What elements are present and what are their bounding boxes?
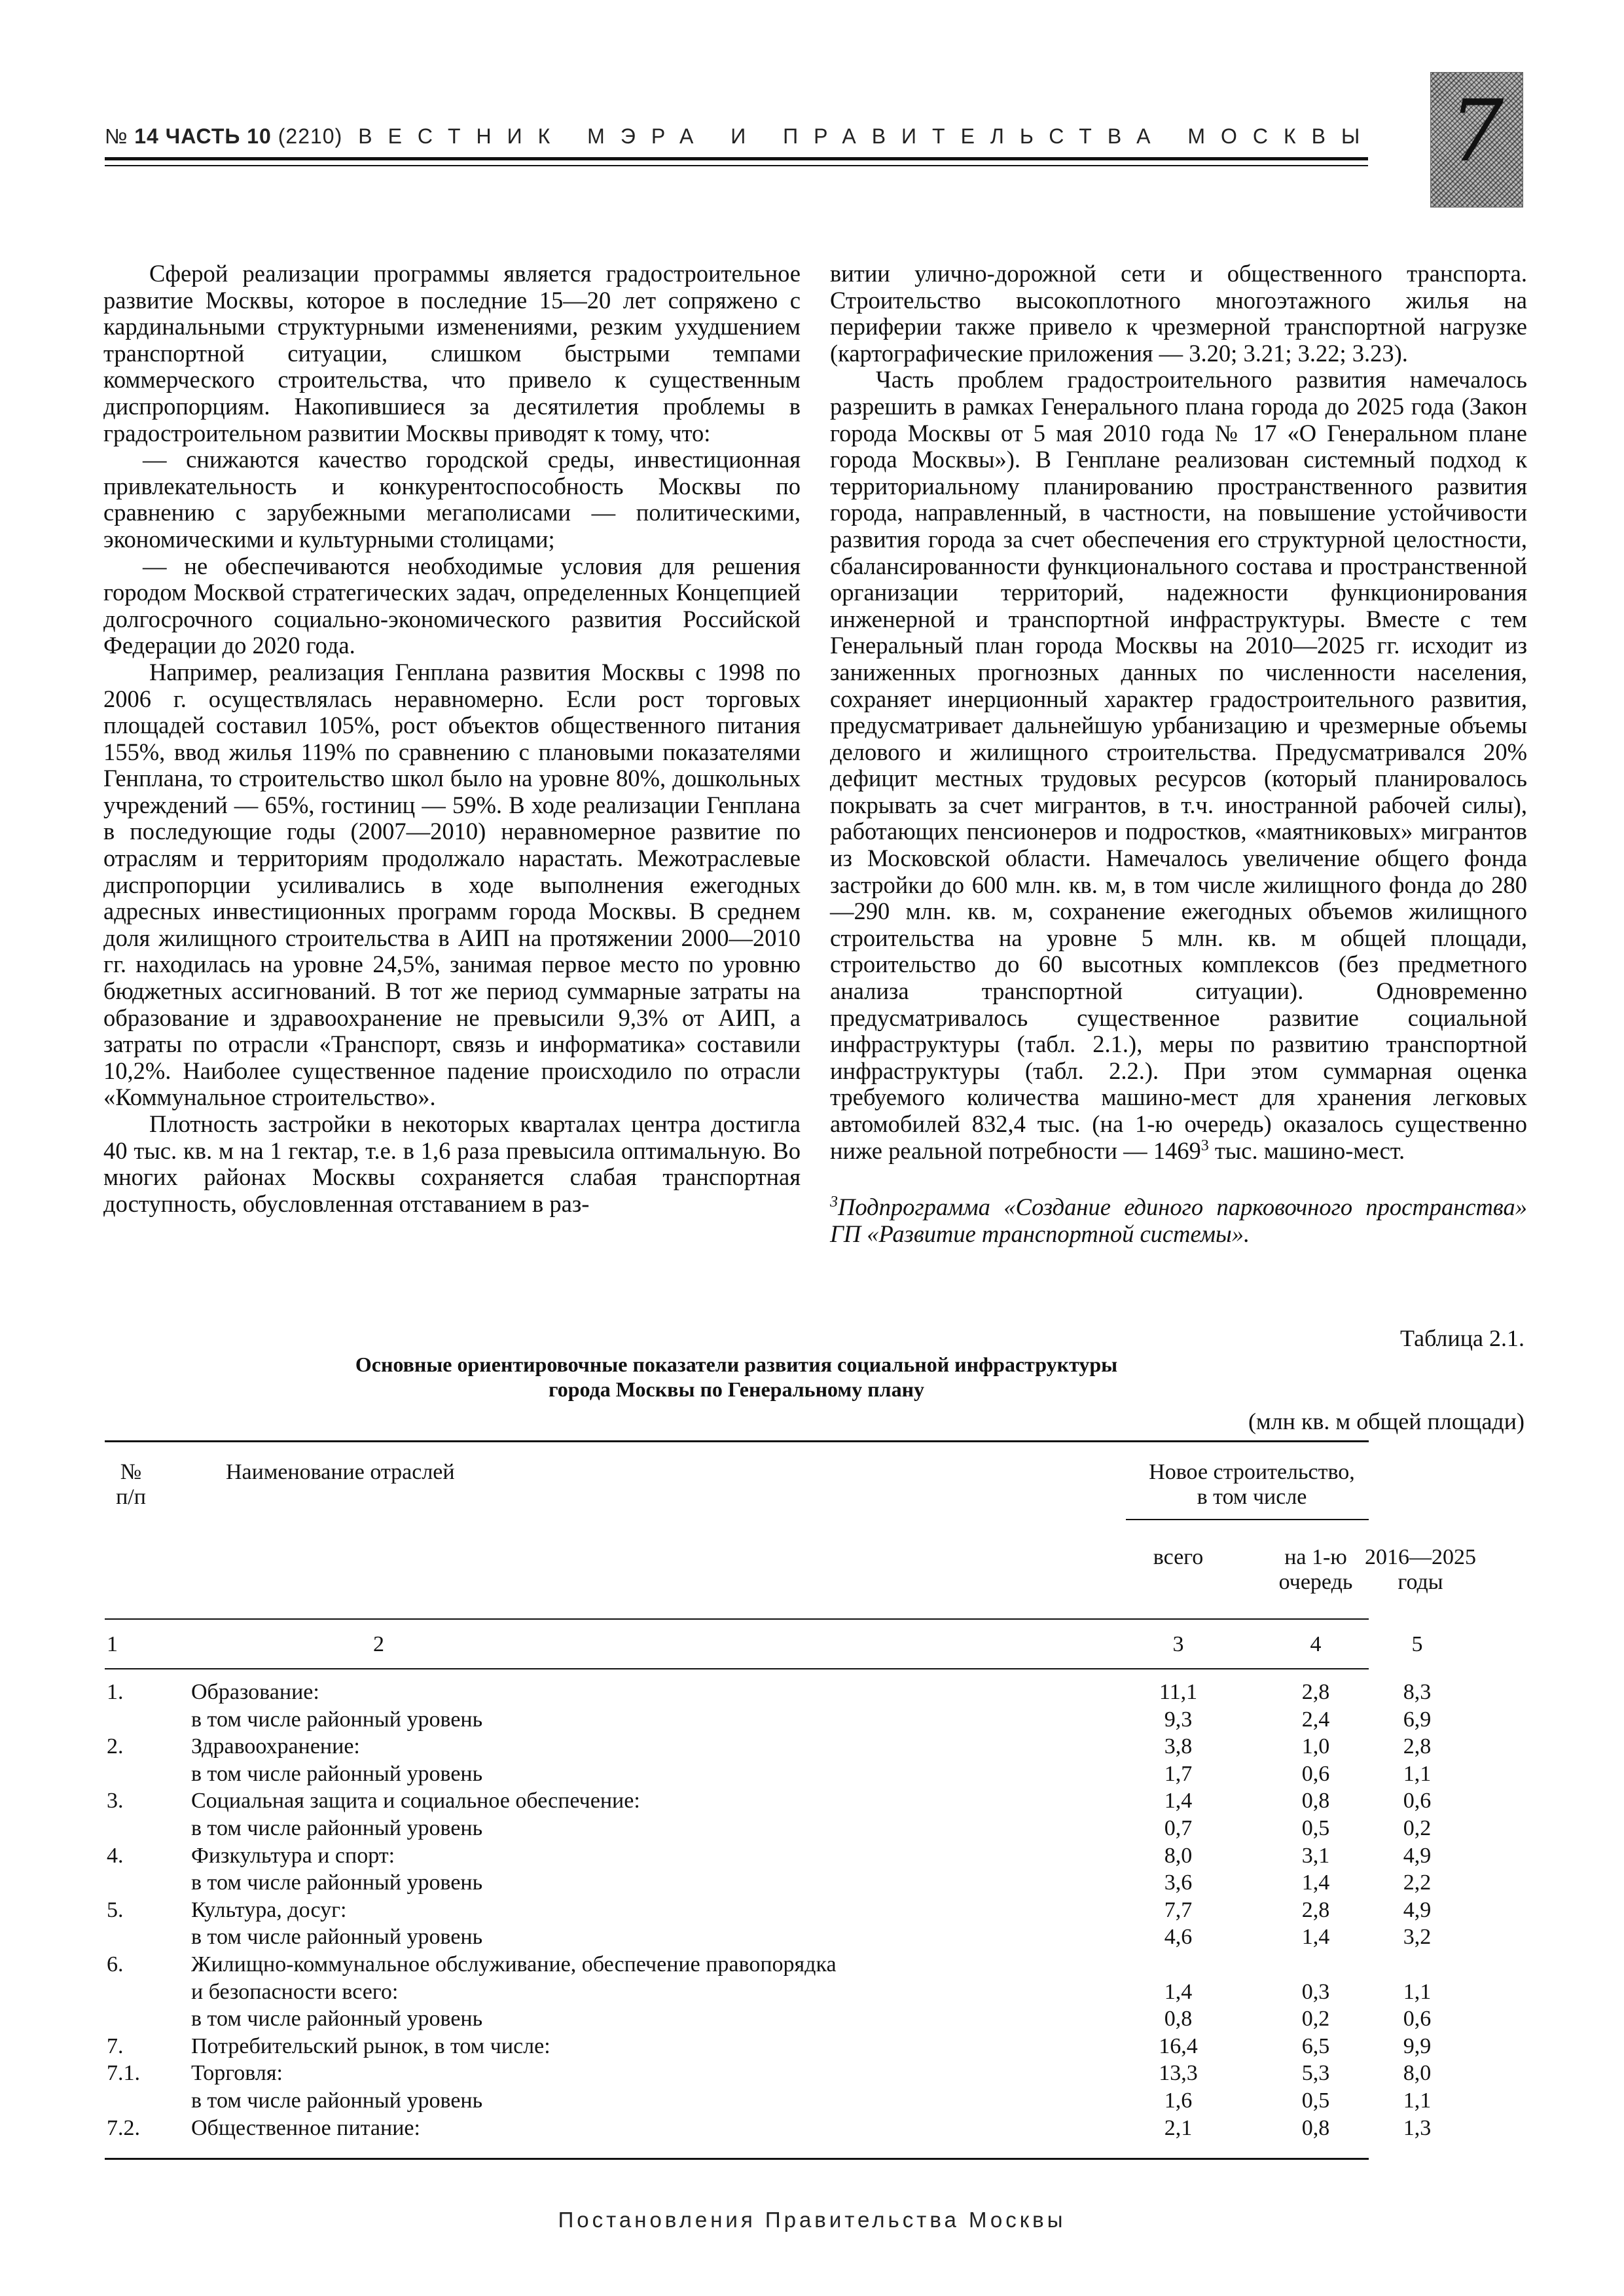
row-first-stage: 2,4 (1301, 1707, 1330, 1732)
table-unit: (млн кв. м общей площади) (1248, 1408, 1525, 1434)
row-later: 1,3 (1403, 2116, 1432, 2140)
col-index-1: 1 (107, 1632, 118, 1656)
row-later: 0,6 (1403, 1789, 1432, 1813)
footnote: $^3$Подпрограмма «Создание единого парковочного пространства» ГП «Развитие транспортной системы». (830, 1194, 1527, 1247)
row-number: 5. (107, 1898, 124, 1922)
page-number: 7 (1449, 81, 1504, 181)
table-bottom-rule (105, 2158, 1369, 2160)
row-total: 1,4 (1164, 1980, 1193, 2004)
magazine-title: ВЕСТНИК МЭРА И ПРАВИТЕЛЬСТВА МОСКВЫ (358, 124, 1376, 148)
paragraph: Например, реализация Генплана развития Москвы с 1998 по 2006 г. осуществлялась неравномерно. Если рост торговых площадей составил 105%, рост объектов общественного питания 155%, ввод жилья 119% по сравнению с плановыми показателями Генплана, то строительство школ было на уровне 80%, дошкольных учреждений — 65%, гостиниц — 59%. В ходе реализации Генплана в последующие годы (2007—2010) неравномерное развитие по отраслям и территориям продолжало нарастать. Межотраслевые диспропорции усиливались в ходе выполнения ежегодных адресных инвестиционных программ города Москвы. В среднем доля жилищного строительства в АИП на протяжении 2000—2010 гг. находилась на уровне 24,5%, занимая первое место по уровню бюджетных ассигнований. В тот же период суммарные затраты на образование и здравоохранение не превысили 9,3% от АИП, а затраты по отрасли «Транспорт, связь и информатика» составили 10,2%. Наиболее существенное падение происходило по отрасли «Коммунальное строительство». (103, 658, 801, 1111)
left-column (103, 261, 801, 1217)
col-index-5: 5 (1411, 1632, 1423, 1656)
row-name: Социальная защита и социальное обеспечение: (191, 1789, 640, 1813)
row-total: 3,6 (1164, 1870, 1193, 1895)
row-name: в том числе районный уровень (191, 1925, 483, 1949)
row-name: в том числе районный уровень (191, 2088, 483, 2113)
table-top-rule (105, 1440, 1369, 1442)
row-number: 7.1. (107, 2061, 140, 2085)
list-item: — снижаются качество городской среды, инвестиционная привлекательность и конкурентоспособность Москвы по сравнению с зарубежными мегаполисами — политическими, экономическими и культурными столицами; (103, 446, 801, 553)
header-bottom-rule (105, 1618, 1369, 1620)
row-first-stage: 0,5 (1301, 1816, 1330, 1840)
row-first-stage: 1,0 (1301, 1734, 1330, 1758)
col-header-first-stage: на 1-ю очередь (1278, 1545, 1353, 1594)
row-later: 2,2 (1403, 1870, 1432, 1895)
row-later: 0,6 (1403, 2007, 1432, 2031)
row-later: 2,8 (1403, 1734, 1432, 1758)
row-later: 1,1 (1403, 1762, 1432, 1786)
row-number: 4. (107, 1844, 124, 1868)
paragraph: Плотность застройки в некоторых кварталах центра достигла 40 тыс. кв. м на 1 гектар, т.е. в 1,6 раза превысила оптимальную. Во многих районах Москвы сохраняется слабая транспортная доступность, обусловленная отставанием в раз- (103, 1110, 801, 1217)
row-total: 1,4 (1164, 1789, 1193, 1813)
running-footer: Постановления Правительства Москвы (558, 2208, 1066, 2232)
col-index-2: 2 (373, 1632, 384, 1656)
row-name: Потребительский рынок, в том числе: (191, 2034, 550, 2058)
col-header-num: № п/п (116, 1460, 146, 1509)
row-name: Общественное питание: (191, 2116, 420, 2140)
row-total: 13,3 (1159, 2061, 1198, 2085)
row-first-stage: 0,8 (1301, 2116, 1330, 2140)
row-number: 7.2. (107, 2116, 140, 2140)
row-number: 6. (107, 1952, 124, 1977)
row-total: 4,6 (1164, 1925, 1193, 1949)
index-row-rule (105, 1668, 1369, 1669)
footnote-ref: 3 (1200, 1137, 1209, 1154)
row-total: 0,8 (1164, 2007, 1193, 2031)
row-total: 16,4 (1159, 2034, 1198, 2058)
row-total: 1,6 (1164, 2088, 1193, 2113)
paragraph: Часть проблем градостроительного развития намечалось разрешить в рамках Генерального плана города до 2025 года (Закон города Москвы от 5 мая 2010 года № 17 «О Генеральном плане города Москвы»). В Генплане реализован системный подход к территориальному планированию пространственного развития города, направленный, в частности, на повышение устойчивости развития города за счет обеспечения его структурной целостности, сбалансированности функционального состава и пространственной организации территорий, надежности функционирования инженерной и транспортной инфраструктуры. Вместе с тем Генеральный план города Москвы на 2010—2025 гг. исходит из заниженных прогнозных данных по численности населения, сохраняет инерционный характер градостроительного развития, предусматривает дальнейшую урбанизацию и чрезмерные объемы делового и жилищного строительства. Предусматривался 20% дефицит местных трудовых ресурсов (который планировалось покрывать за счет мигрантов, в т.ч. иностранной рабочей силы), работающих пенсионеров и подростков, «маятниковых» мигрантов из Московской области. Намечалось увеличение общего фонда застройки до 600 млн. кв. м, в том числе жилищного фонда до 280—290 млн. кв. м, сохранение ежегодных объемов жилищного строительства на уровне 5 млн. кв. м общей площади, строительство до 60 высотных комплексов (без предметного анализа транспортной ситуации). Одновременно предусматривалось существенное развитие социальной инфраструктуры (табл. 2.1.), меры по развитию транспортной инфраструктуры (табл. 2.2.). При этом суммарная оценка требуемого количества машино-мест для хранения легковых автомобилей 832,4 тыс. (на 1-ю очередь) оказалось существенно ниже реальной потребности — 1469$^3$ тыс. машино-мест. (830, 366, 1527, 1164)
row-first-stage: 2,8 (1301, 1898, 1330, 1922)
row-name: Жилищно-коммунальное обслуживание, обеспечение правопорядка (191, 1952, 837, 1977)
row-total: 9,3 (1164, 1707, 1193, 1732)
row-first-stage: 3,1 (1301, 1844, 1330, 1868)
header-rule-thick (105, 157, 1368, 160)
row-later: 1,1 (1403, 1980, 1432, 2004)
row-number: 3. (107, 1789, 124, 1813)
row-later: 3,2 (1403, 1925, 1432, 1949)
paragraph: витии улично-дорожной сети и общественного транспорта. Строительство высокоплотного многоэтажного жилья на периферии также привело к чрезмерной транспортной нагрузке (картографические приложения — 3.20; 3.21; 3.22; 3.23). (830, 260, 1527, 367)
table-title: Основные ориентировочные показатели развития социальной инфраструктуры города Москвы по Генеральному плану (355, 1353, 1118, 1401)
row-number: 2. (107, 1734, 124, 1758)
row-name: Физкультура и спорт: (191, 1844, 395, 1868)
row-number: 1. (107, 1680, 124, 1704)
row-later: 1,1 (1403, 2088, 1432, 2113)
row-later: 9,9 (1403, 2034, 1432, 2058)
col-header-total: всего (1153, 1545, 1204, 1569)
col-header-later: 2016—2025 годы (1365, 1545, 1476, 1594)
row-later: 8,0 (1403, 2061, 1432, 2085)
col-header-group: Новое строительство, в том числе (1149, 1460, 1355, 1509)
table-caption: Таблица 2.1. (1400, 1325, 1525, 1351)
row-first-stage: 0,8 (1301, 1789, 1330, 1813)
row-first-stage: 0,6 (1301, 1762, 1330, 1786)
row-first-stage: 6,5 (1301, 2034, 1330, 2058)
row-name: в том числе районный уровень (191, 2007, 483, 2031)
row-name: в том числе районный уровень (191, 1707, 483, 1732)
row-later: 6,9 (1403, 1707, 1432, 1732)
row-first-stage: 5,3 (1301, 2061, 1330, 2085)
col-header-name: Наименование отраслей (226, 1460, 455, 1484)
row-first-stage: 0,2 (1301, 2007, 1330, 2031)
row-first-stage: 0,3 (1301, 1980, 1330, 2004)
row-total: 7,7 (1164, 1898, 1193, 1922)
row-number: 7. (107, 2034, 124, 2058)
row-name: Образование: (191, 1680, 319, 1704)
header-rule-thin (105, 165, 1368, 166)
row-name: в том числе районный уровень (191, 1870, 483, 1895)
issue-label: № 14 ЧАСТЬ 10 (2210) (105, 124, 343, 148)
row-total: 3,8 (1164, 1734, 1193, 1758)
page-number-box (1430, 72, 1523, 208)
right-column (830, 261, 1527, 1247)
col-index-4: 4 (1310, 1632, 1322, 1656)
row-later: 0,2 (1403, 1816, 1432, 1840)
row-name: Торговля: (191, 2061, 283, 2085)
row-name: и безопасности всего: (191, 1980, 399, 2004)
row-first-stage: 1,4 (1301, 1870, 1330, 1895)
row-total: 8,0 (1164, 1844, 1193, 1868)
row-name: Здравоохранение: (191, 1734, 360, 1758)
row-later: 8,3 (1403, 1680, 1432, 1704)
row-total: 11,1 (1159, 1680, 1198, 1704)
row-name: в том числе районный уровень (191, 1762, 483, 1786)
row-first-stage: 2,8 (1301, 1680, 1330, 1704)
row-name: Культура, досуг: (191, 1898, 347, 1922)
group-header-rule (1126, 1519, 1369, 1520)
row-first-stage: 0,5 (1301, 2088, 1330, 2113)
row-first-stage: 1,4 (1301, 1925, 1330, 1949)
row-later: 4,9 (1403, 1898, 1432, 1922)
row-total: 1,7 (1164, 1762, 1193, 1786)
row-later: 4,9 (1403, 1844, 1432, 1868)
row-total: 0,7 (1164, 1816, 1193, 1840)
list-item: — не обеспечиваются необходимые условия для решения городом Москвой стратегических задач, определенных Концепцией долгосрочного социально-экономического развития Российской Федерации до 2020 года. (103, 552, 801, 659)
paragraph: Сферой реализации программы является градостроительное развитие Москвы, которое в последние 15—20 лет сопряжено с кардинальными структурными изменениями, резким ухудшением транспортной ситуации, слишком быстрыми темпами коммерческого строительства, что привело к существенным диспропорциям. Накопившиеся за десятилетия проблемы в градостроительном развитии Москвы приводят к тому, что: (103, 260, 801, 446)
col-index-3: 3 (1172, 1632, 1184, 1656)
row-total: 2,1 (1164, 2116, 1193, 2140)
row-name: в том числе районный уровень (191, 1816, 483, 1840)
